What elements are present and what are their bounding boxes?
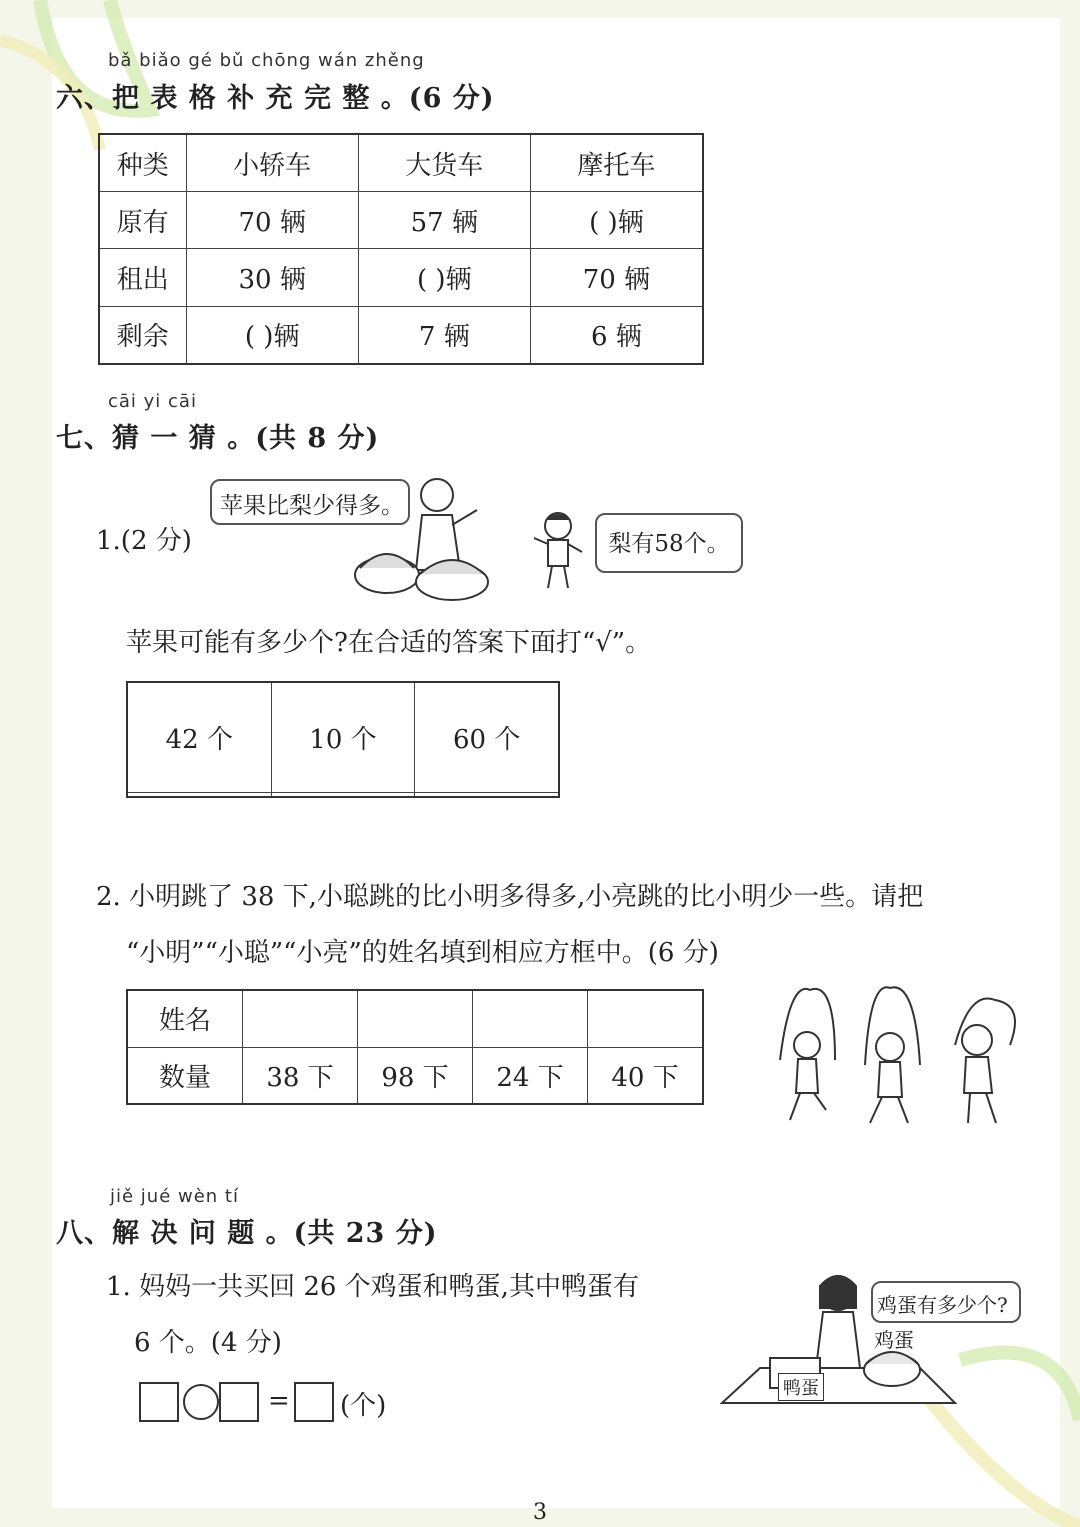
option-label: 42 个 bbox=[127, 682, 271, 793]
table-row bbox=[127, 793, 559, 797]
q2-text-line2: “小明”“小聪”“小亮”的姓名填到相应方框中。(6 分) bbox=[126, 938, 719, 968]
section7-title: 七、猜 一 猜 。(共 8 分) bbox=[56, 423, 380, 454]
check-cell[interactable] bbox=[271, 793, 415, 797]
table-cell: 57 辆 bbox=[358, 192, 530, 249]
table-cell: 70 辆 bbox=[186, 192, 358, 249]
table-cell: 种类 bbox=[99, 134, 186, 192]
answer-box[interactable] bbox=[219, 1382, 259, 1422]
name-blank[interactable] bbox=[473, 990, 588, 1047]
fruit-seller-illustration bbox=[352, 470, 492, 604]
check-cell[interactable] bbox=[127, 793, 271, 797]
q1-question: 苹果可能有多少个?在合适的答案下面打“√”。 bbox=[126, 628, 652, 658]
vehicle-table bbox=[98, 133, 704, 365]
table-cell: 剩余 bbox=[99, 306, 186, 364]
q2-text-line1: 2. 小明跳了 38 下,小聪跳的比小明多得多,小亮跳的比小明少一些。请把 bbox=[96, 882, 924, 912]
count-cell: 24 下 bbox=[473, 1047, 588, 1104]
table-cell: 7 辆 bbox=[358, 306, 530, 364]
q1-label: 1.(2 分) bbox=[96, 526, 192, 556]
table-cell: 小轿车 bbox=[186, 134, 358, 192]
section8-pinyin: jiě jué wèn tí bbox=[110, 1186, 239, 1207]
table-row bbox=[127, 1047, 703, 1104]
table-row bbox=[99, 134, 703, 192]
apple-options-table bbox=[126, 681, 560, 798]
table-cell: 租出 bbox=[99, 249, 186, 306]
count-cell: 40 下 bbox=[588, 1047, 704, 1104]
table-cell: 摩托车 bbox=[530, 134, 703, 192]
name-blank[interactable] bbox=[588, 990, 704, 1047]
name-blank[interactable] bbox=[358, 990, 473, 1047]
table-cell: 原有 bbox=[99, 192, 186, 249]
table-row bbox=[99, 306, 703, 364]
jump-rope-table bbox=[126, 989, 704, 1105]
option-label: 60 个 bbox=[415, 682, 559, 793]
answer-blank[interactable]: ( )辆 bbox=[186, 306, 358, 364]
answer-box[interactable] bbox=[139, 1382, 179, 1422]
section8-title: 八、解 决 问 题 。(共 23 分) bbox=[56, 1218, 438, 1249]
row-label: 数量 bbox=[127, 1047, 243, 1104]
table-cell: 70 辆 bbox=[530, 249, 703, 306]
jumping-kids-illustration bbox=[770, 985, 1025, 1130]
table-row bbox=[99, 249, 703, 306]
table-cell: 大货车 bbox=[358, 134, 530, 192]
table-row bbox=[127, 682, 559, 793]
row-label: 姓名 bbox=[127, 990, 243, 1047]
speech-bubble-apples: 苹果比梨少得多。 bbox=[210, 479, 410, 525]
speech-bubble-pears: 梨有58个。 bbox=[595, 513, 743, 573]
unit-label: (个) bbox=[340, 1391, 387, 1421]
count-cell: 98 下 bbox=[358, 1047, 473, 1104]
page-number: 3 bbox=[533, 1500, 547, 1525]
boy-illustration bbox=[528, 508, 588, 592]
count-cell: 38 下 bbox=[243, 1047, 358, 1104]
section6-title: 六、把 表 格 补 充 完 整 。(6 分) bbox=[56, 83, 495, 114]
table-cell: 6 辆 bbox=[530, 306, 703, 364]
section6-pinyin: bǎ biǎo gé bǔ chōng wán zhěng bbox=[108, 50, 425, 71]
equals-sign: = bbox=[268, 1386, 290, 1416]
answer-blank[interactable]: ( )辆 bbox=[358, 249, 530, 306]
answer-blank[interactable]: ( )辆 bbox=[530, 192, 703, 249]
s8-q1-line2: 6 个。(4 分) bbox=[134, 1328, 282, 1358]
check-cell[interactable] bbox=[415, 793, 559, 797]
chicken-egg-label: 鸡蛋 bbox=[874, 1328, 914, 1352]
name-blank[interactable] bbox=[243, 990, 358, 1047]
duck-egg-label: 鸭蛋 bbox=[778, 1373, 824, 1401]
table-row bbox=[99, 192, 703, 249]
s8-q1-line1: 1. 妈妈一共买回 26 个鸡蛋和鸭蛋,其中鸭蛋有 bbox=[106, 1272, 639, 1302]
answer-box[interactable] bbox=[294, 1382, 334, 1422]
section7-pinyin: cāi yi cāi bbox=[108, 391, 197, 412]
operator-circle[interactable] bbox=[183, 1384, 219, 1420]
option-label: 10 个 bbox=[271, 682, 415, 793]
table-cell: 30 辆 bbox=[186, 249, 358, 306]
table-row bbox=[127, 990, 703, 1047]
speech-bubble-eggs: 鸡蛋有多少个? bbox=[871, 1281, 1021, 1323]
